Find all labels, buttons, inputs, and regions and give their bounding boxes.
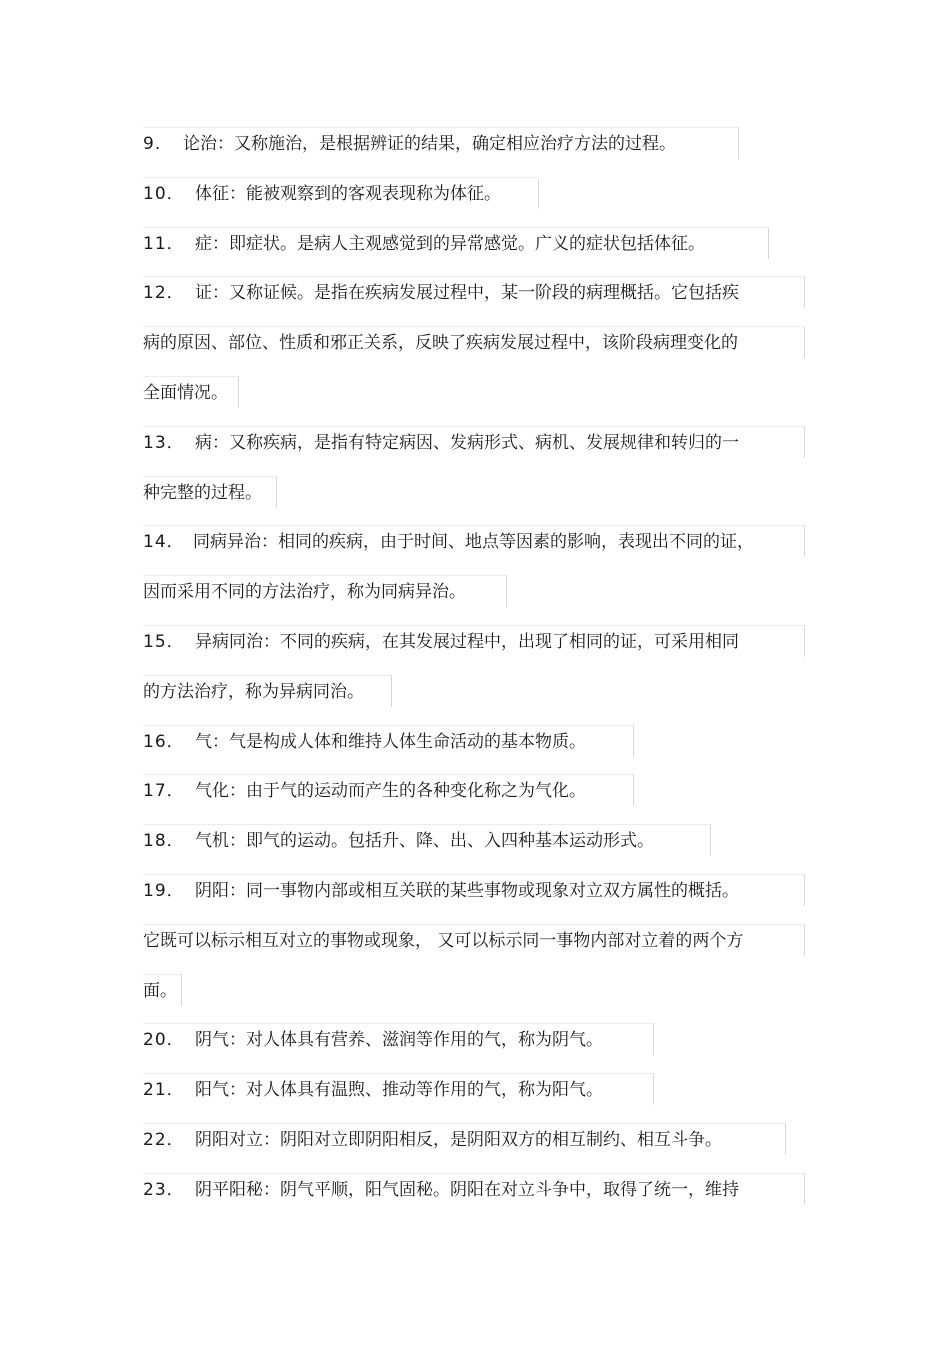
text-line	[143, 1123, 786, 1155]
text-line	[143, 575, 507, 607]
item-number: 17．	[143, 781, 185, 801]
line-text: 气：气是构成人体和维持人体生命活动的基本物质。	[195, 732, 586, 752]
line-text: 它既可以标示相互对立的事物或现象， 又可以标示同一事物内部对立着的两个方	[143, 931, 744, 951]
item-number: 22．	[143, 1130, 185, 1150]
line-text: 阴阳：同一事物内部或相互关联的某些事物或现象对立双方属性的概括。	[195, 881, 739, 901]
line-text: 症：即症状。是病人主观感觉到的异常感觉。广义的症状包括体征。	[195, 234, 705, 254]
text-line	[143, 525, 805, 557]
text-line	[143, 874, 805, 906]
text-line	[143, 127, 739, 159]
item-number: 13．	[143, 433, 185, 453]
line-text: 面。	[143, 981, 177, 1001]
item-number: 20．	[143, 1030, 185, 1050]
item-number: 10．	[143, 184, 185, 204]
text-line	[143, 426, 805, 458]
line-text: 种完整的过程。	[143, 483, 262, 503]
item-number: 11．	[143, 234, 185, 254]
text-line	[143, 227, 769, 259]
line-text: 阴气：对人体具有营养、滋润等作用的气，称为阴气。	[195, 1030, 603, 1050]
line-text: 气化：由于气的运动而产生的各种变化称之为气化。	[195, 781, 586, 801]
item-number: 19．	[143, 881, 185, 901]
line-text: 阴阳对立：阴阳对立即阴阳相反，是阴阳双方的相互制约、相互斗争。	[195, 1130, 722, 1150]
text-line	[143, 974, 182, 1006]
line-text: 证：又称证候。是指在疾病发展过程中，某一阶段的病理概括。它包括疾	[195, 283, 739, 303]
item-number: 9.	[143, 134, 162, 154]
line-text: 气机：即气的运动。包括升、降、出、入四种基本运动形式。	[195, 831, 654, 851]
text-line	[143, 1023, 654, 1055]
text-line	[143, 1173, 805, 1205]
text-line	[143, 326, 805, 358]
text-line	[143, 376, 239, 408]
text-line	[143, 625, 805, 657]
line-text: 阳气：对人体具有温煦、推动等作用的气，称为阳气。	[195, 1080, 603, 1100]
item-number: 23．	[143, 1180, 185, 1200]
text-line	[143, 476, 277, 508]
line-text: 的方法治疗，称为异病同治。	[143, 682, 364, 702]
line-text: 因而采用不同的方法治疗，称为同病异治。	[143, 582, 466, 602]
line-text: 病的原因、部位、性质和邪正关系，反映了疾病发展过程中，该阶段病理变化的	[143, 333, 738, 353]
text-line	[143, 675, 392, 707]
text-line	[143, 177, 539, 209]
line-text: 同病异治：相同的疾病，由于时间、地点等因素的影响，表现出不同的证，	[193, 532, 754, 552]
item-number: 21．	[143, 1080, 185, 1100]
item-number: 12．	[143, 283, 185, 303]
item-number: 18．	[143, 831, 185, 851]
line-text: 异病同治：不同的疾病，在其发展过程中，出现了相同的证，可采用相同	[195, 632, 739, 652]
text-line	[143, 774, 634, 806]
line-text: 阴平阳秘：阴气平顺，阳气固秘。阴阳在对立斗争中，取得了统一，维持	[195, 1180, 739, 1200]
item-number: 16．	[143, 732, 185, 752]
text-line	[143, 824, 711, 856]
line-text: 病：又称疾病，是指有特定病因、发病形式、病机、发展规律和转归的一	[195, 433, 739, 453]
text-line	[143, 924, 805, 956]
item-number: 14．	[143, 532, 185, 552]
item-number: 15．	[143, 632, 185, 652]
line-text: 体征：能被观察到的客观表现称为体征。	[195, 184, 501, 204]
text-line	[143, 1073, 654, 1105]
line-text: 全面情况。	[143, 383, 228, 403]
line-text: 论治：又称施治，是根据辨证的结果，确定相应治疗方法的过程。	[183, 134, 676, 154]
text-line	[143, 276, 805, 308]
text-line	[143, 725, 634, 757]
